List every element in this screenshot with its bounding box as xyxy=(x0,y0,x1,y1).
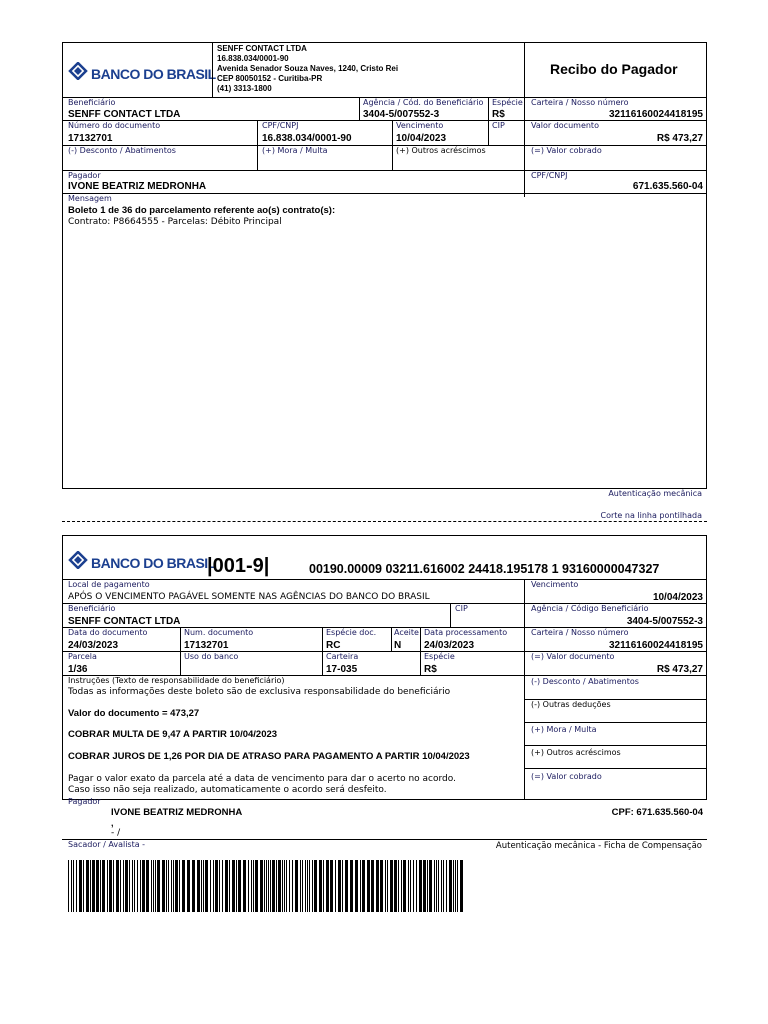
digitable-line: 00190.00009 03211.616002 24418.195178 1 93160000047327 xyxy=(309,562,660,576)
barcode-bar xyxy=(282,860,283,912)
barcode-bar xyxy=(255,860,258,912)
slip-label-desconto: (-) Desconto / Abatimentos xyxy=(531,677,639,686)
barcode-bar xyxy=(436,860,437,912)
barcode-bar xyxy=(398,860,399,912)
barcode-bar xyxy=(449,860,452,912)
barcode-bar xyxy=(132,860,133,912)
value-nosso-numero: 32116160024418195 xyxy=(609,109,703,120)
barcode-bar xyxy=(222,860,223,912)
barcode-bar xyxy=(302,860,303,912)
barcode-bar xyxy=(278,860,281,912)
barcode-bar xyxy=(201,860,202,912)
barcode-bar xyxy=(457,860,458,912)
barcode-bar xyxy=(225,860,228,912)
slip-label-vencimento: Vencimento xyxy=(531,580,579,589)
barcode-bar xyxy=(416,860,417,912)
barcode-bar xyxy=(86,860,89,912)
barcode-bar xyxy=(295,860,298,912)
slip-label-data-doc: Data do documento xyxy=(68,628,148,637)
slip-label-outros: (+) Outros acréscimos xyxy=(531,748,621,757)
slip-label-outras-deducoes: (-) Outras deduções xyxy=(531,700,611,709)
barcode-bar xyxy=(284,860,285,912)
barcode-bar xyxy=(151,860,152,912)
barcode-bar xyxy=(453,860,454,912)
barcode-bar xyxy=(134,860,135,912)
barcode-bar xyxy=(166,860,167,912)
barcode-bar xyxy=(203,860,204,912)
barcode-bar xyxy=(292,860,293,912)
message-line-1: Boleto 1 de 36 do parcelamento referente ao(s) contrato(s): xyxy=(68,205,336,216)
barcode-bar xyxy=(362,860,365,912)
barcode-bar xyxy=(142,860,145,912)
barcode-bar xyxy=(441,860,442,912)
barcode-bar xyxy=(187,860,190,912)
slip-label-local: Local de pagamento xyxy=(68,580,150,589)
barcode-bar xyxy=(350,860,353,912)
bb-logo-icon xyxy=(68,62,88,85)
barcode-bar xyxy=(335,860,336,912)
slip-value-local: APÓS O VENCIMENTO PAGÁVEL SOMENTE NAS AGÊNCIAS DO BANCO DO BRASIL xyxy=(68,592,430,602)
barcode-bar xyxy=(251,860,252,912)
barcode-bar xyxy=(312,860,313,912)
barcode-bar xyxy=(270,860,271,912)
barcode-bar xyxy=(401,860,402,912)
barcode-bar xyxy=(232,860,235,912)
bank-name-top: BANCO DO BRASIL xyxy=(91,65,216,82)
barcode-bar xyxy=(210,860,211,912)
slip-value-beneficiario: SENFF CONTACT LTDA xyxy=(68,616,181,627)
message-line-2: Contrato: P8664555 - Parcelas: Débito Principal xyxy=(68,217,282,227)
barcode-bar xyxy=(323,860,324,912)
slip-value-agencia: 3404-5/007552-3 xyxy=(626,616,703,627)
slip-pagador-line-2: , xyxy=(111,818,114,828)
slip-label-aceite: Aceite xyxy=(394,628,419,637)
barcode-bar xyxy=(342,860,343,912)
issuer-cep: CEP 80050152 - Curitiba-PR xyxy=(217,74,323,83)
bank-logo-top xyxy=(68,62,216,85)
label-numero-doc: Número do documento xyxy=(68,121,161,130)
slip-value-pagador-cpf: CPF: 671.635.560-04 xyxy=(611,807,703,818)
barcode-bar xyxy=(330,860,333,912)
label-vencimento: Vencimento xyxy=(396,121,444,130)
slip-label-data-proc: Data processamento xyxy=(424,628,508,637)
barcode-bar xyxy=(438,860,439,912)
slip-value-data-proc: 24/03/2023 xyxy=(424,640,475,651)
barcode-bar xyxy=(429,860,432,912)
slip-value-num-doc: 17132701 xyxy=(184,640,229,651)
barcode-bar xyxy=(423,860,426,912)
barcode-bar xyxy=(355,860,358,912)
barcode-bar xyxy=(213,860,214,912)
slip-value-vencimento: 10/04/2023 xyxy=(652,592,703,603)
barcode-bar xyxy=(403,860,406,912)
label-outros: (+) Outros acréscimos xyxy=(396,146,486,155)
barcode-bar xyxy=(376,860,379,912)
slip-value-valor-doc: R$ 473,27 xyxy=(656,664,703,675)
barcode-bar xyxy=(129,860,130,912)
corte-text: Corte na linha pontilhada xyxy=(600,511,702,520)
barcode-bar xyxy=(120,860,121,912)
barcode-bar xyxy=(73,860,74,912)
barcode-bar xyxy=(264,860,265,912)
barcode-bar xyxy=(380,860,383,912)
barcode-bar xyxy=(197,860,200,912)
barcode-bar xyxy=(286,860,287,912)
barcode-bar xyxy=(116,860,119,912)
barcode-bar xyxy=(236,860,237,912)
instruction-line-4: COBRAR JUROS DE 1,26 POR DIA DE ATRASO PARA PAGAMENTO A PARTIR 10/04/2023 xyxy=(68,751,470,762)
receipt-title: Recibo do Pagador xyxy=(550,61,678,77)
issuer-phone: (41) 3313-1800 xyxy=(217,84,272,93)
barcode-bar xyxy=(460,860,463,912)
value-valor-doc: R$ 473,27 xyxy=(656,133,703,144)
barcode-bar xyxy=(113,860,114,912)
value-agencia: 3404-5/007552-3 xyxy=(363,109,440,120)
barcode-bar xyxy=(162,860,165,912)
barcode-bar xyxy=(307,860,308,912)
barcode-bar xyxy=(215,860,218,912)
barcode-bar xyxy=(253,860,254,912)
value-vencimento: 10/04/2023 xyxy=(396,133,447,144)
barcode-bar xyxy=(410,860,411,912)
barcode-bar xyxy=(309,860,310,912)
issuer-address: Avenida Senador Souza Naves, 1240, Cristo Rei xyxy=(217,64,399,73)
slip-label-uso-banco: Uso do banco xyxy=(184,652,239,661)
barcode-bar xyxy=(83,860,84,912)
value-beneficiario: SENFF CONTACT LTDA xyxy=(68,109,181,120)
barcode-bar xyxy=(182,860,185,912)
slip-label-beneficiario: Beneficiário xyxy=(68,604,116,613)
bank-name-slip: BANCO DO BRASIL xyxy=(91,554,216,571)
label-beneficiario: Beneficiário xyxy=(68,98,116,107)
slip-label-agencia: Agência / Código Beneficiário xyxy=(531,604,649,613)
slip-label-especie-doc: Espécie doc. xyxy=(326,628,377,637)
barcode-bar xyxy=(243,860,246,912)
label-valor-cobrado: (=) Valor cobrado xyxy=(531,146,602,155)
slip-value-nosso-numero: 32116160024418195 xyxy=(609,640,703,651)
barcode-bar xyxy=(345,860,348,912)
barcode-bar xyxy=(371,860,374,912)
slip-label-pagador: Pagador xyxy=(68,797,101,806)
barcode-bar xyxy=(92,860,95,912)
issuer-cnpj: 16.838.034/0001-90 xyxy=(217,54,289,63)
barcode-bar xyxy=(68,860,69,912)
barcode-bar xyxy=(102,860,105,912)
barcode-bar xyxy=(367,860,370,912)
barcode-bar xyxy=(171,860,172,912)
slip-label-valor-cobrado: (=) Valor cobrado xyxy=(531,772,602,781)
barcode-bar xyxy=(276,860,277,912)
barcode-bar xyxy=(387,860,388,912)
barcode-bar xyxy=(107,860,108,912)
barcode-bar xyxy=(248,860,249,912)
barcode-bar xyxy=(427,860,428,912)
issuer-block xyxy=(217,44,398,94)
barcode-bar xyxy=(419,860,422,912)
slip-value-especie: R$ xyxy=(424,664,437,675)
barcode-bar xyxy=(314,860,317,912)
barcode-bar xyxy=(175,860,178,912)
value-pagador: IVONE BEATRIZ MEDRONHA xyxy=(68,181,207,192)
barcode-bar xyxy=(229,860,230,912)
slip-label-parcela: Parcela xyxy=(68,652,97,661)
barcode-bar xyxy=(260,860,263,912)
barcode-bar xyxy=(443,860,444,912)
label-mensagem: Mensagem xyxy=(68,194,112,203)
barcode-bar xyxy=(100,860,101,912)
slip-value-parcela: 1/36 xyxy=(68,664,88,675)
barcode-bar xyxy=(338,860,341,912)
barcode-bar xyxy=(71,860,72,912)
bank-logo-slip xyxy=(68,551,216,574)
barcode-bar xyxy=(390,860,393,912)
barcode-bar xyxy=(168,860,169,912)
barcode-bar xyxy=(109,860,112,912)
barcode-bar xyxy=(394,860,397,912)
slip-value-especie-doc: RC xyxy=(326,640,341,651)
slip-value-data-doc: 24/03/2023 xyxy=(68,640,119,651)
barcode-bar xyxy=(205,860,208,912)
barcode-bar xyxy=(385,860,386,912)
slip-label-carteira-nosso: Carteira / Nosso número xyxy=(531,628,629,637)
barcode-bar xyxy=(192,860,195,912)
barcode-bar xyxy=(146,860,149,912)
slip-value-pagador: IVONE BEATRIZ MEDRONHA xyxy=(111,807,243,818)
slip-autenticacao: Autenticação mecânica - Ficha de Compensação xyxy=(495,841,702,851)
barcode-bar xyxy=(153,860,154,912)
slip-label-valor-doc: (=) Valor documento xyxy=(531,652,615,661)
label-mora: (+) Mora / Multa xyxy=(262,146,328,155)
barcode-bar xyxy=(140,860,141,912)
value-especie: R$ xyxy=(492,109,505,120)
barcode-bar xyxy=(413,860,414,912)
label-valor-doc: Valor documento xyxy=(531,121,599,130)
label-carteira: Carteira / Nosso número xyxy=(531,98,629,107)
slip-value-carteira: 17-035 xyxy=(326,664,358,675)
slip-label-mora: (+) Mora / Multa xyxy=(531,725,597,734)
barcode-bar xyxy=(90,860,91,912)
barcode-bar xyxy=(173,860,174,912)
slip-label-instrucoes: Instruções (Texto de responsabilidade do beneficiário) xyxy=(68,676,285,685)
barcode-bar xyxy=(272,860,275,912)
slip-label-carteira: Carteira xyxy=(326,652,359,661)
barcode-bar xyxy=(326,860,329,912)
issuer-name: SENFF CONTACT LTDA xyxy=(217,44,307,53)
barcode-bar xyxy=(408,860,409,912)
barcode-bar xyxy=(125,860,128,912)
barcode-bar xyxy=(319,860,322,912)
label-desconto: (-) Desconto / Abatimentos xyxy=(68,146,176,155)
barcode-bar xyxy=(76,860,77,912)
value-cpf-cnpj: 16.838.034/0001-90 xyxy=(262,133,352,144)
slip-label-especie: Espécie xyxy=(424,652,455,661)
bank-code: |001-9| xyxy=(207,555,270,577)
label-cip: CIP xyxy=(492,121,505,130)
label-cpf-cnpj: CPF/CNPJ xyxy=(262,121,299,130)
barcode-bar xyxy=(238,860,241,912)
barcode-bar xyxy=(360,860,361,912)
barcode-bar xyxy=(268,860,269,912)
value-numero-doc: 17132701 xyxy=(68,133,113,144)
barcode xyxy=(68,860,468,912)
label-cpf-cnpj2: CPF/CNPJ xyxy=(531,171,568,180)
instruction-line-3: COBRAR MULTA DE 9,47 A PARTIR 10/04/2023 xyxy=(68,729,278,740)
barcode-bar xyxy=(157,860,160,912)
barcode-bar xyxy=(219,860,220,912)
instruction-line-2: Valor do documento = 473,27 xyxy=(68,708,200,719)
instruction-line-5: Pagar o valor exato da parcela até a data de vencimento para dar o acerto no acordo. xyxy=(68,774,456,784)
label-pagador: Pagador xyxy=(68,171,101,180)
slip-value-aceite: N xyxy=(394,640,402,651)
label-especie: Espécie xyxy=(492,98,523,107)
barcode-bar xyxy=(446,860,447,912)
barcode-bar xyxy=(266,860,267,912)
value-pagador-cpf: 671.635.560-04 xyxy=(632,181,703,192)
instruction-line-1: Todas as informações deste boleto são de exclusiva responsabilidade do beneficiário xyxy=(68,687,451,697)
bb-logo-icon-slip xyxy=(68,551,88,574)
barcode-bar xyxy=(305,860,306,912)
instruction-line-6: Caso isso não seja realizado, automaticamente o acordo será desfeito. xyxy=(68,785,387,795)
slip-label-num-doc: Num. documento xyxy=(184,628,254,637)
barcode-bar xyxy=(300,860,301,912)
barcode-bar xyxy=(289,860,290,912)
autenticacao-top: Autenticação mecânica xyxy=(608,489,702,498)
barcode-bar xyxy=(155,860,156,912)
slip-pagador-line-3: - / xyxy=(111,828,121,838)
cut-line xyxy=(62,521,707,522)
slip-label-cip: CIP xyxy=(455,604,468,613)
barcode-bar xyxy=(123,860,124,912)
barcode-bar xyxy=(434,860,435,912)
label-agencia: Agência / Cód. do Beneficiário xyxy=(363,98,484,107)
slip-label-sacador: Sacador / Avalista - xyxy=(68,840,146,849)
barcode-bar xyxy=(79,860,82,912)
barcode-bar xyxy=(137,860,138,912)
barcode-bar xyxy=(455,860,456,912)
barcode-bar xyxy=(179,860,180,912)
barcode-bar xyxy=(96,860,99,912)
